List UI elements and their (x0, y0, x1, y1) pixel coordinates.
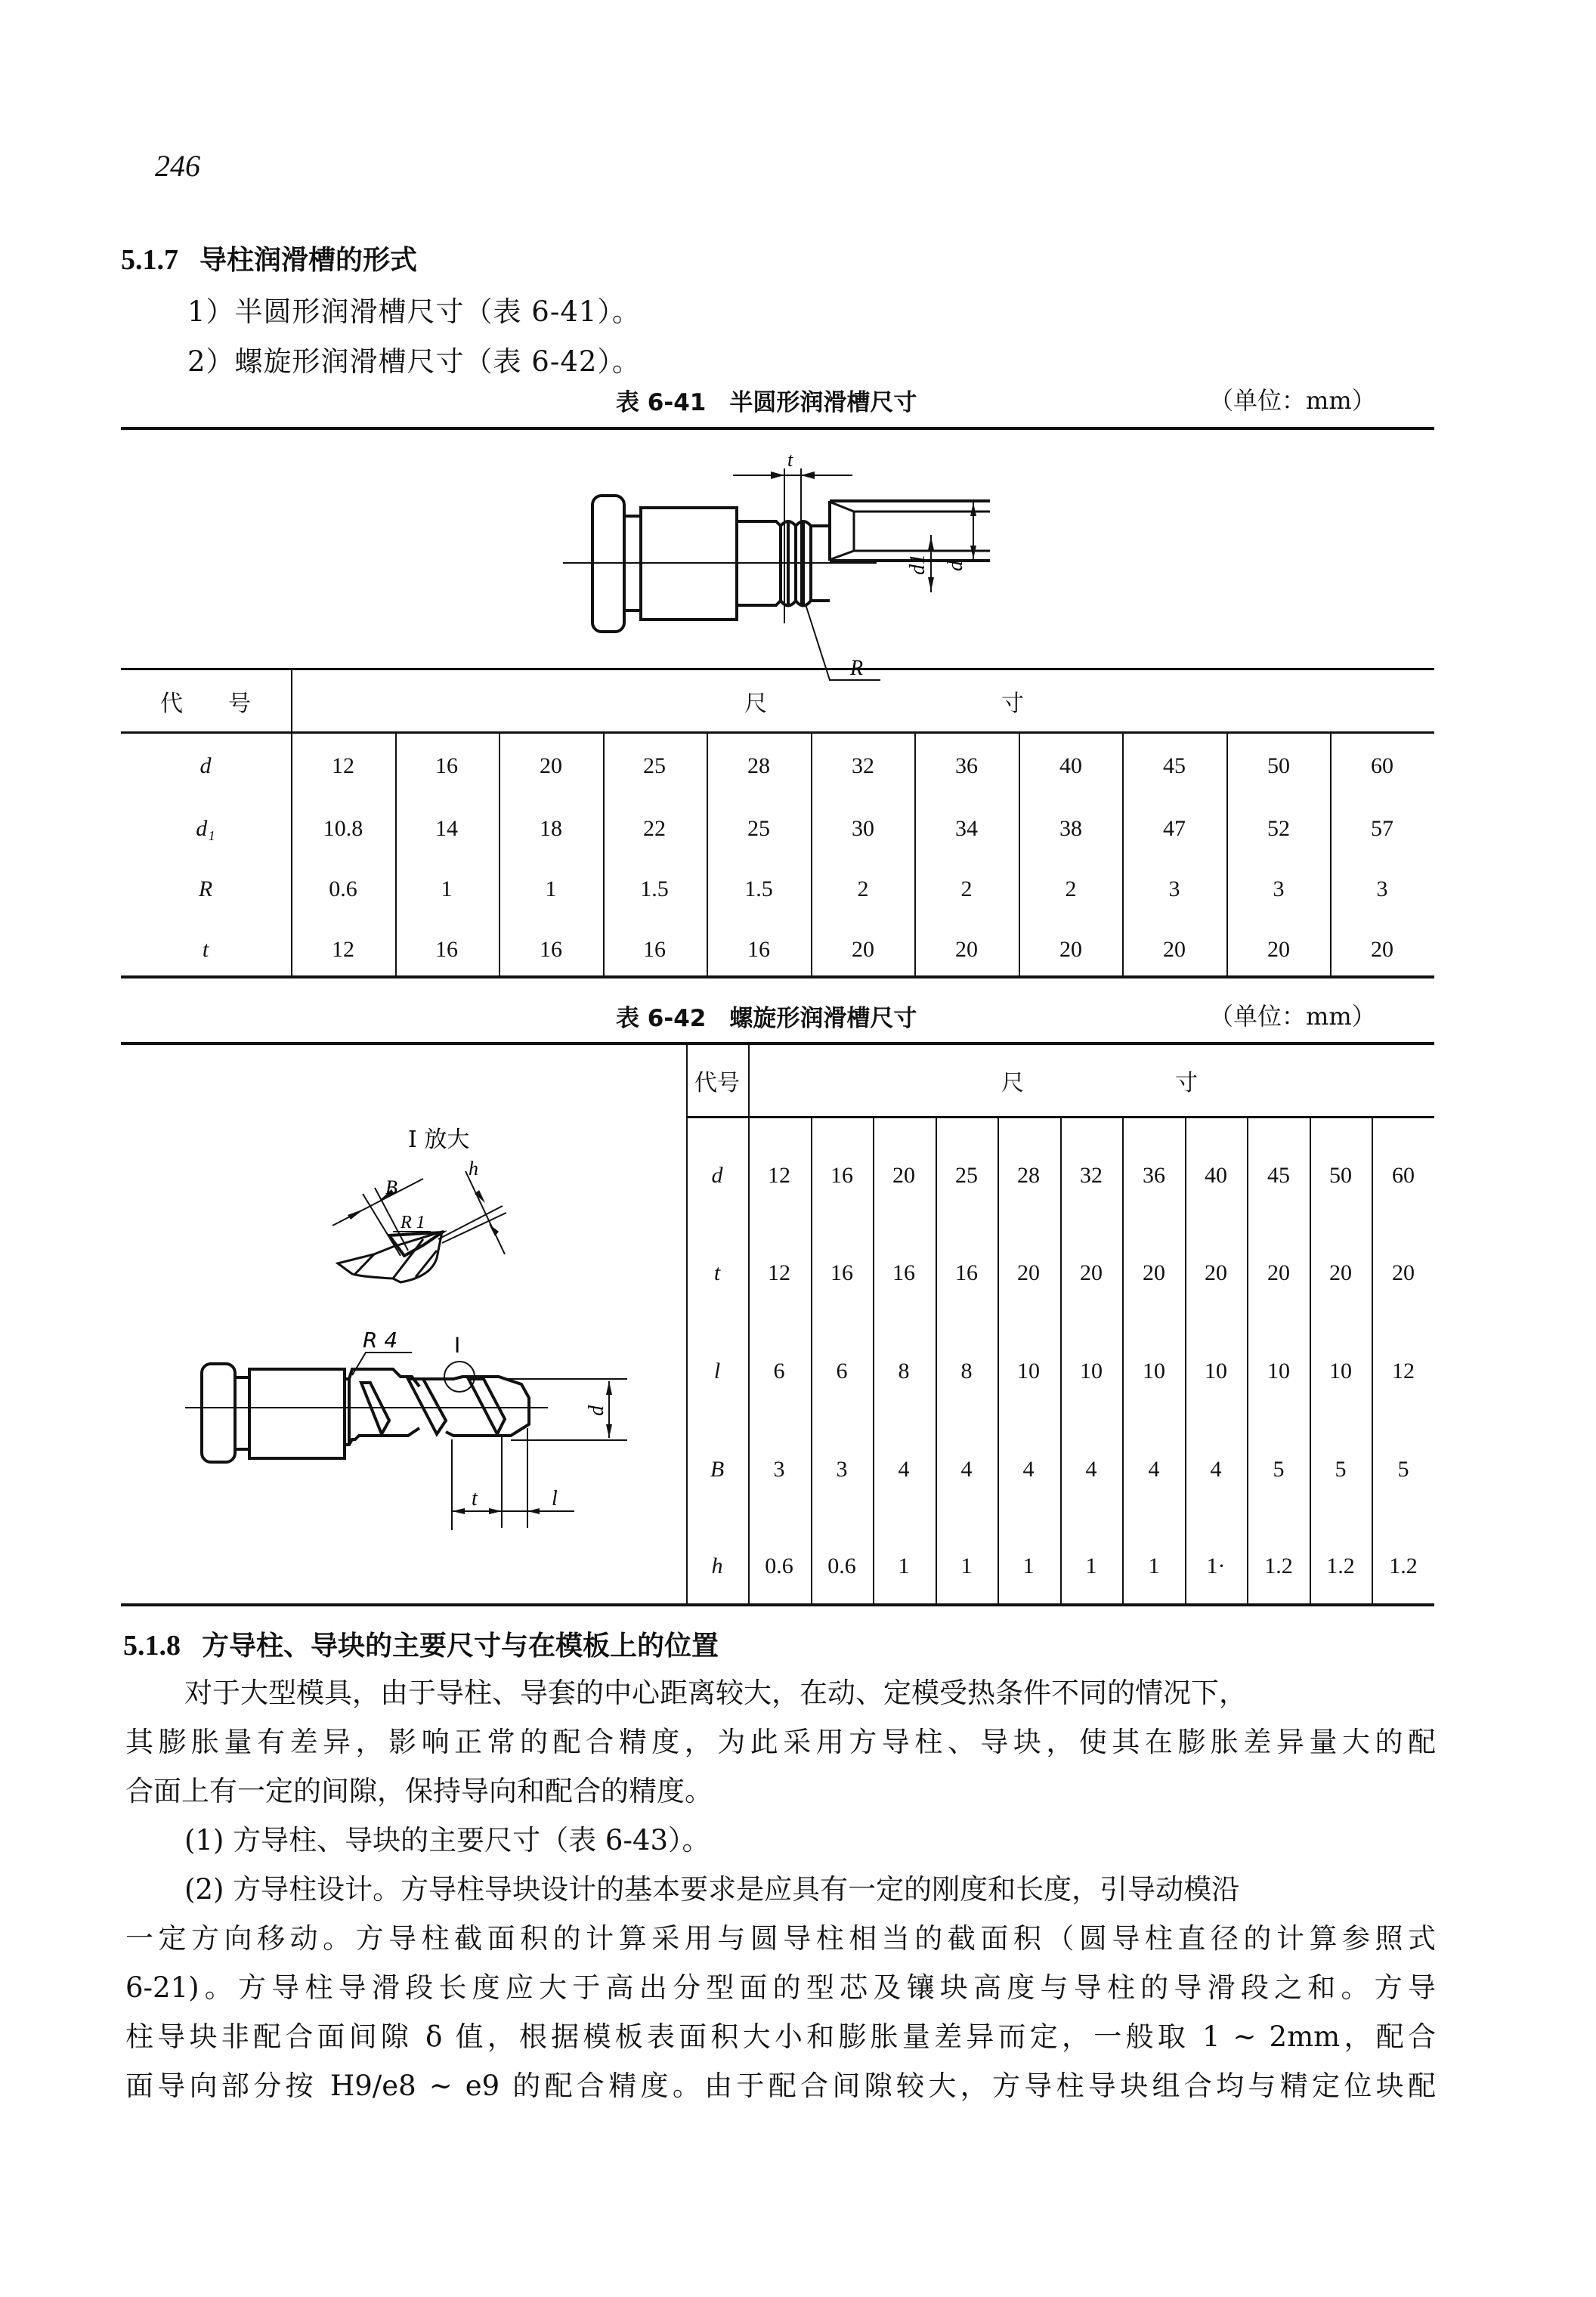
table-cell: 18 (540, 816, 562, 841)
table-cell: 10 (1080, 1359, 1103, 1383)
table-cell: 1 (545, 876, 557, 901)
table-cell: 40 (1059, 753, 1082, 778)
table-cell: 57 (1371, 816, 1393, 841)
table-column-divider (811, 1118, 812, 1603)
table-cell: 16 (540, 937, 562, 962)
figure-label-t: t (787, 449, 793, 471)
table-caption-6-41: 表 6-41 半圆形润滑槽尺寸 (616, 389, 917, 416)
table-cell: 4 (1148, 1457, 1160, 1482)
guide-pin-semicircular-groove-figure (529, 434, 1058, 661)
paragraph-line: 6-21)。方导柱导滑段长度应大于高出分型面的型芯及镶块高度与导柱的导滑段之和。方导 (125, 1971, 1436, 2004)
figure-label-B: B (385, 1176, 397, 1198)
section-heading-5-1-7 (121, 239, 417, 277)
table-column-divider (603, 733, 605, 976)
table-cell: 50 (1329, 1163, 1352, 1188)
table-cell: 52 (1267, 816, 1290, 841)
table-cell: 25 (955, 1163, 978, 1188)
figure-label-d: d (944, 561, 967, 571)
section-title: 导柱润滑槽的形式 (200, 245, 418, 276)
table-cell: 45 (1163, 753, 1186, 778)
table-cell: 4 (898, 1457, 910, 1482)
table-cell: 20 (1080, 1260, 1103, 1285)
table-column-divider (395, 733, 397, 976)
table-cell: 6 (836, 1359, 848, 1383)
table-column-divider (1019, 733, 1020, 976)
table-cell: 6 (773, 1359, 785, 1383)
header-size-2: 寸 (1175, 1070, 1198, 1096)
figure-label-I: Ⅰ (454, 1334, 461, 1358)
table-column-divider (1247, 1118, 1248, 1603)
table-cell: 60 (1371, 753, 1393, 778)
table-cell: 16 (830, 1260, 853, 1285)
table-column-divider (1060, 1118, 1062, 1603)
table-cell: 20 (1059, 937, 1082, 962)
table-cell: 50 (1267, 753, 1290, 778)
table-cell: 2 (857, 876, 869, 901)
guide-pin-spiral-groove-figure (121, 1045, 685, 1604)
table-cell: 34 (955, 816, 978, 841)
table-cell: 20 (1205, 1260, 1227, 1285)
table-cell: 1.5 (640, 876, 669, 901)
list-item: 2）螺旋形润滑槽尺寸（表 6-42）。 (187, 345, 641, 378)
figure-label-d1: d1 (906, 554, 929, 575)
figure-label-R4: R 4 (363, 1328, 398, 1353)
table-column-divider (1372, 1118, 1373, 1603)
table-cell: 36 (1143, 1163, 1165, 1188)
row-symbol: d (200, 753, 212, 778)
table-header-top-rule (121, 668, 1434, 670)
table-cell: 4 (1085, 1457, 1097, 1482)
table-column-divider (1122, 1118, 1124, 1603)
table-cell: 16 (435, 753, 458, 778)
table-column-divider (936, 1118, 937, 1603)
table-cell: 10 (1267, 1359, 1290, 1383)
table-cell: 20 (1163, 937, 1186, 962)
paragraph-line: 合面上有一定的间隙，保持导向和配合的精度。 (125, 1775, 713, 1807)
row-symbol: d₁ (196, 816, 215, 841)
section-number: 5.1.8 (123, 1630, 181, 1662)
table-cell: 1· (1206, 1553, 1226, 1578)
table-cell: 3 (836, 1457, 848, 1482)
paragraph-line: (2) 方导柱设计。方导柱导块设计的基本要求是应具有一定的刚度和长度，引导动模沿 (184, 1873, 1240, 1906)
row-symbol: t (713, 1260, 721, 1285)
table-cell: 3 (1376, 876, 1388, 901)
figure-label-h: h (469, 1158, 478, 1179)
paragraph-line: 面导向部分按 H9/e8 ~ e9 的配合精度。由于配合间隙较大，方导柱导块组合均与精定位块配 (125, 2070, 1436, 2102)
table-cell: 20 (1143, 1260, 1165, 1285)
table-cell: 12 (768, 1163, 790, 1188)
table-caption-6-42: 表 6-42 螺旋形润滑槽尺寸 (616, 1005, 917, 1032)
table-column-divider (1330, 733, 1332, 976)
table-unit-6-41: （单位：mm） (1209, 386, 1376, 415)
table-column-divider (1185, 1118, 1186, 1603)
paragraph-line: 柱导块非配合面间隙 δ 值，根据模板表面积大小和膨胀量差异而定，一般取 1 ~ 2mm，配合 (125, 2020, 1436, 2053)
table-cell: 16 (747, 937, 770, 962)
figure-label-t: t (472, 1487, 478, 1510)
table-cell: 28 (747, 753, 770, 778)
table-cell: 20 (1392, 1260, 1415, 1285)
table-column-divider (1310, 1118, 1311, 1603)
table-column-divider (914, 733, 916, 976)
table-cell: 0.6 (765, 1553, 793, 1578)
table-cell: 4 (960, 1457, 973, 1482)
paragraph-line: 一定方向移动。方导柱截面积的计算采用与圆导柱相当的截面积（圆导柱直径的计算参照式 (125, 1922, 1436, 1955)
table-cell: 10 (1017, 1359, 1040, 1383)
figure-label-l: l (552, 1487, 558, 1510)
row-symbol: h (711, 1553, 723, 1578)
table-cell: 32 (1080, 1163, 1103, 1188)
header-code: 代号 (694, 1070, 740, 1096)
table-cell: 1.2 (1326, 1553, 1355, 1578)
table-cell: 0.6 (329, 876, 357, 901)
figure-label-R1: R 1 (401, 1213, 425, 1232)
table-column-divider (811, 733, 812, 976)
table-cell: 1 (1022, 1553, 1035, 1578)
paragraph-line: (1) 方导柱、导块的主要尺寸（表 6-43）。 (184, 1824, 710, 1856)
table-cell: 16 (892, 1260, 915, 1285)
table-column-divider (873, 1118, 874, 1603)
table-cell: 16 (643, 937, 666, 962)
page-number: 246 (155, 149, 200, 183)
section-number: 5.1.7 (121, 244, 178, 276)
figure-label-d: d (585, 1405, 608, 1416)
table-cell: 20 (1267, 1260, 1290, 1285)
table-bottom-rule (121, 1603, 1434, 1606)
table-cell: 30 (852, 816, 874, 841)
header-size-1: 尺 (744, 691, 767, 717)
detail-label: Ⅰ 放大 (408, 1127, 470, 1153)
table-cell: 20 (1017, 1260, 1040, 1285)
section-title: 方导柱、导块的主要尺寸与在模板上的位置 (202, 1631, 719, 1662)
table-cell: 25 (643, 753, 666, 778)
table-cell: 36 (955, 753, 978, 778)
table-header-bottom-rule (121, 731, 1434, 734)
table-cell: 38 (1059, 816, 1082, 841)
table-cell: 16 (830, 1163, 853, 1188)
table-column-divider (686, 1045, 688, 1604)
table-cell: 16 (435, 937, 458, 962)
table-cell: 10.8 (323, 816, 363, 841)
table-cell: 28 (1017, 1163, 1040, 1188)
table-cell: 40 (1205, 1163, 1227, 1188)
row-symbol: l (713, 1359, 721, 1383)
table-cell: 10 (1143, 1359, 1165, 1383)
table-cell: 8 (960, 1359, 973, 1383)
table-cell: 60 (1392, 1163, 1415, 1188)
header-code: 代 号 (160, 691, 251, 717)
table-column-divider (1226, 733, 1228, 976)
table-column-divider (748, 1045, 750, 1604)
section-heading-5-1-8 (123, 1625, 719, 1663)
header-size-2: 寸 (1001, 691, 1024, 717)
paragraph-line: 对于大型模具，由于导柱、导套的中心距离较大，在动、定模受热条件不同的情况下， (184, 1677, 1247, 1709)
header-size-1: 尺 (1001, 1070, 1024, 1096)
table-cell: 2 (1065, 876, 1077, 901)
table-cell: 1.2 (1389, 1553, 1418, 1578)
table-cell: 1 (960, 1553, 973, 1578)
table-cell: 32 (852, 753, 874, 778)
table-cell: 1 (1148, 1553, 1160, 1578)
table-cell: 25 (747, 816, 770, 841)
table-cell: 1.5 (744, 876, 773, 901)
row-symbol: t (202, 937, 209, 962)
table-cell: 5 (1335, 1457, 1347, 1482)
table-cell: 5 (1273, 1457, 1285, 1482)
table-column-divider (707, 733, 708, 976)
table-cell: 8 (898, 1359, 910, 1383)
list-item: 1）半圆形润滑槽尺寸（表 6-41）。 (187, 295, 641, 328)
table-cell: 22 (643, 816, 666, 841)
table-cell: 20 (892, 1163, 915, 1188)
row-symbol: R (198, 876, 213, 901)
table-cell: 10 (1329, 1359, 1352, 1383)
table-column-divider (291, 669, 292, 976)
table-cell: 5 (1397, 1457, 1409, 1482)
table-cell: 20 (852, 937, 874, 962)
table-cell: 10 (1205, 1359, 1227, 1383)
table-cell: 16 (955, 1260, 978, 1285)
table-cell: 2 (960, 876, 973, 901)
table-cell: 3 (1168, 876, 1180, 901)
table-cell: 3 (1273, 876, 1285, 901)
row-symbol: d (711, 1163, 723, 1188)
table-cell: 20 (955, 937, 978, 962)
paragraph-line: 其膨胀量有差异，影响正常的配合精度，为此采用方导柱、导块，使其在膨胀差异量大的配 (125, 1726, 1436, 1758)
table-cell: 12 (332, 753, 354, 778)
table-cell: 4 (1022, 1457, 1035, 1482)
table-cell: 20 (1267, 937, 1290, 962)
table-cell: 0.6 (827, 1553, 856, 1578)
table-cell: 1 (898, 1553, 910, 1578)
table-cell: 1 (1085, 1553, 1097, 1578)
table-cell: 45 (1267, 1163, 1290, 1188)
table-cell: 20 (1329, 1260, 1352, 1285)
table-column-divider (499, 733, 500, 976)
table-cell: 14 (435, 816, 458, 841)
table-cell: 1 (441, 876, 453, 901)
table-cell: 12 (332, 937, 354, 962)
table-cell: 20 (540, 753, 562, 778)
table-top-rule (121, 427, 1434, 430)
table-cell: 12 (1392, 1359, 1415, 1383)
table-unit-6-42: （单位：mm） (1209, 1002, 1376, 1031)
table-column-divider (1122, 733, 1124, 976)
table-column-divider (998, 1118, 999, 1603)
table-cell: 12 (768, 1260, 790, 1285)
table-cell: 3 (773, 1457, 785, 1482)
table-cell: 20 (1371, 937, 1393, 962)
table-cell: 1.2 (1264, 1553, 1293, 1578)
table-bottom-rule (121, 975, 1434, 978)
table-cell: 4 (1210, 1457, 1222, 1482)
table-cell: 47 (1163, 816, 1186, 841)
row-symbol: B (710, 1457, 725, 1482)
